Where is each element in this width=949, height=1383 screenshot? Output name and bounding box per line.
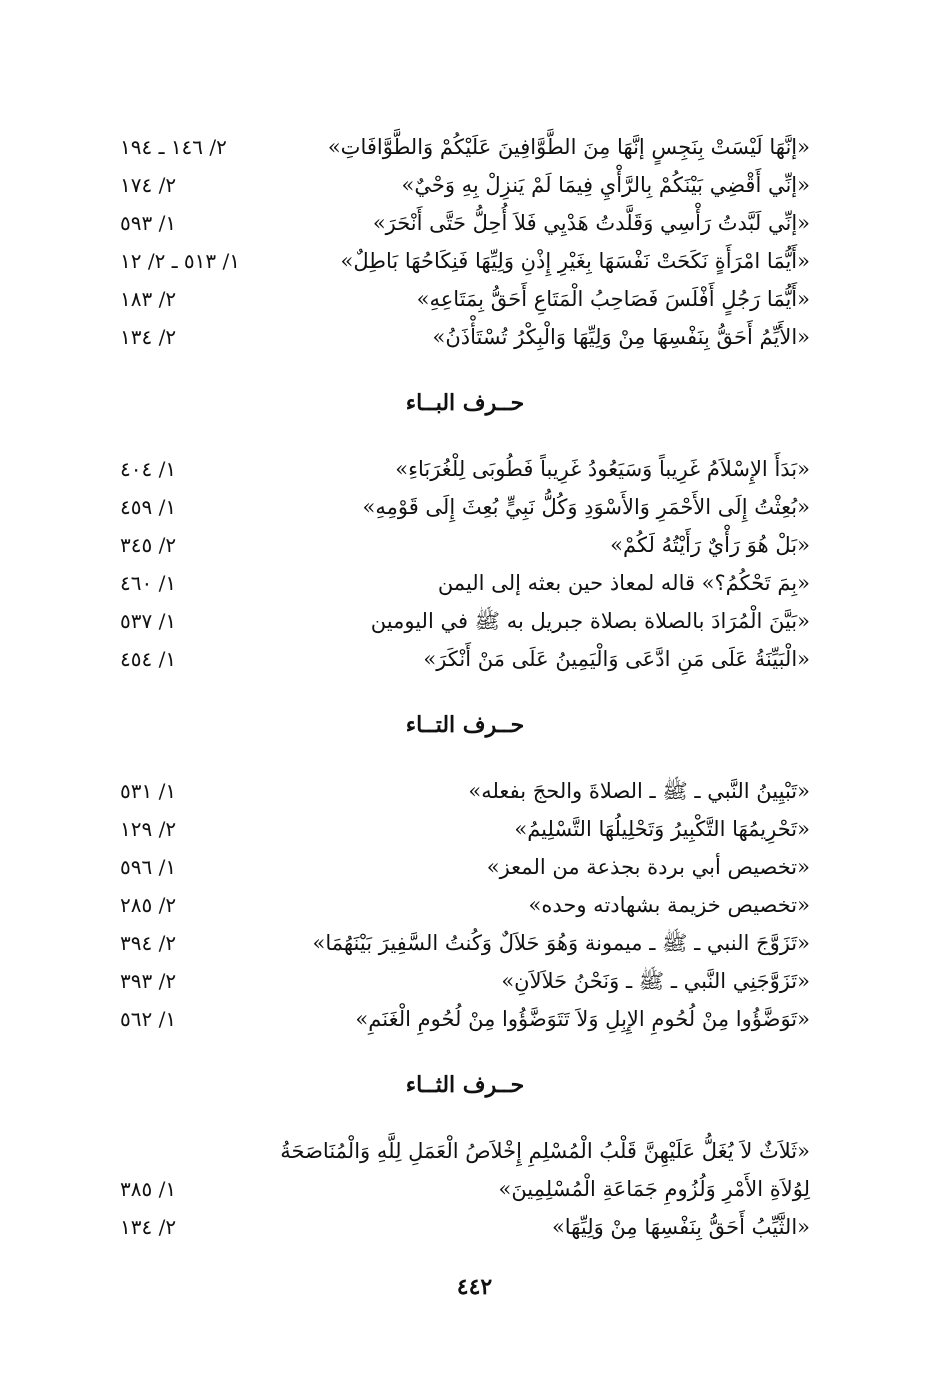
entry-reference: ١/ ٤٦٠ <box>120 571 177 595</box>
entry-text: «بِمَ تَحْكُمُ؟» قاله لمعاذ حين بعثه إلى اليمن <box>437 571 810 595</box>
section-heading: حــرف التــاء <box>405 712 525 738</box>
entry-reference: ١/ ٤٥٩ <box>120 495 177 519</box>
entry-text: «تخصيص خزيمة بشهادته وحده» <box>528 893 810 917</box>
entry-reference: ٢/ ١٣٤ <box>120 1215 177 1239</box>
entry-text: «بَلْ هُوَ رَأْيٌ رَأَيْتُهُ لَكُمْ» <box>610 533 810 557</box>
index-entry <box>120 924 810 962</box>
entry-reference: ١/ ٥٣٧ <box>120 609 177 633</box>
index-entry <box>120 1132 810 1208</box>
index-entry <box>120 318 810 356</box>
section-heading: حــرف الثــاء <box>405 1072 525 1098</box>
entry-text: «أَيُّمَا امْرَأَةٍ نَكَحَتْ نَفْسَهَا بِغَيْرِ إِذْنِ وَلِيِّهَا فَنِكَاحُهَا بَاطِلٌ» <box>340 249 810 273</box>
index-entry <box>120 886 810 924</box>
index-entry <box>120 1000 810 1038</box>
entry-reference: ١/ ٣٨٥ <box>120 1177 177 1201</box>
page-number: ٤٤٢ <box>456 1274 493 1300</box>
entry-reference: ٢/ ٣٩٣ <box>120 969 177 993</box>
entry-reference: ١/ ٥٣١ <box>120 779 177 803</box>
index-entry <box>120 242 810 280</box>
section-heading: حــرف البــاء <box>405 390 525 416</box>
entry-text: «تخصيص أبي بردة بجذعة من المعز» <box>486 855 810 879</box>
entry-reference: ١/ ٥٩٣ <box>120 211 177 235</box>
index-entry <box>120 128 810 166</box>
index-entry <box>120 488 810 526</box>
entry-text: «تَحْرِيمُهَا التَّكْبِيرُ وَتَحْلِيلُهَا التَّسْلِيمُ» <box>514 817 810 841</box>
index-entry <box>120 564 810 602</box>
index-entry <box>120 640 810 678</box>
entry-reference: ٢/ ٣٩٤ <box>120 931 177 955</box>
entry-reference: ٢/ ٣٤٥ <box>120 533 177 557</box>
hadith-index-list <box>120 128 810 1246</box>
index-entry <box>120 450 810 488</box>
entry-reference: ٢/ ٢٨٥ <box>120 893 177 917</box>
entry-text: «بُعِثْتُ إِلَى الأَحْمَرِ وَالأَسْوَدِ وَكُلُّ نَبِيٍّ بُعِثَ إِلَى قَوْمِهِ» <box>362 495 810 519</box>
entry-text: «إنَّهَا لَيْسَتْ بِنَجِسٍ إنَّهَا مِنَ الطَّوَّافِينَ عَلَيْكُمْ وَالطَّوَّافَاتِ» <box>327 135 810 159</box>
index-entry <box>120 810 810 848</box>
index-entry <box>120 1208 810 1246</box>
entry-text: «الثَّيِّبُ أَحَقُّ بِنَفْسِهَا مِنْ وَلِيِّهَا» <box>551 1215 810 1239</box>
entry-text: «ثَلاَثٌ لاَ يُغَلُّ عَلَيْهِنَّ قَلْبُ الْمُسْلِمِ إِخْلاَصُ الْعَمَلِ لِلَّهِ وَالْمُنَاصَحَةُ <box>280 1139 810 1163</box>
entry-reference: ١/ ٥٩٦ <box>120 855 177 879</box>
entry-text-continued: لِوُلاَةِ الأَمْرِ وَلُزُومِ جَمَاعَةِ الْمُسْلِمِينَ» <box>498 1177 810 1201</box>
entry-reference: ٢/ ١٢٩ <box>120 817 177 841</box>
entry-text: «تَزَوَّجَ النبي ـ ﷺ ـ ميمونة وَهُوَ حَلاَلٌ وَكُنتُ السَّفِيرَ بَيْنَهُمَا» <box>312 931 810 955</box>
index-entry <box>120 526 810 564</box>
entry-reference: ١/ ٤٠٤ <box>120 457 177 481</box>
entry-text: «تَبْيِينُ النَّبي ـ ﷺ ـ الصلاةَ والحجَ بفعله» <box>468 779 810 803</box>
entry-text: «أَيُّمَا رَجُلٍ أَفْلَسَ فَصَاحِبُ الْمَتَاعِ أَحَقُّ بِمَتَاعِهِ» <box>416 287 810 311</box>
index-entry <box>120 280 810 318</box>
entry-reference: ٢/ ١٤٦ ـ ١٩٤ <box>120 135 227 159</box>
entry-text: «إنِّي أَقْضِي بَيْنَكُمْ بِالرَّأْيِ فِيمَا لَمْ يَنزِلْ بِهِ وَحْيٌ» <box>401 173 810 197</box>
entry-text: «بَيَّنَ الْمُرَادَ بالصلاة بصلاة جبريل به ﷺ في اليومين <box>370 609 810 633</box>
index-entry <box>120 204 810 242</box>
entry-reference: ٢/ ١٣٤ <box>120 325 177 349</box>
index-entry <box>120 166 810 204</box>
index-entry <box>120 962 810 1000</box>
entry-text: «بَدَأَ الإِسْلاَمُ غَرِيباً وَسَيَعُودُ غَرِيباً فَطُوبَى لِلْغُرَبَاءِ» <box>395 457 810 481</box>
entry-text: «الْبَيِّنَةُ عَلَى مَنِ ادَّعَى وَالْيَمِينُ عَلَى مَنْ أَنْكَرَ» <box>423 647 810 671</box>
entry-reference: ١/ ٥١٣ ـ ٢/ ١٢ <box>120 249 241 273</box>
index-entry <box>120 848 810 886</box>
entry-text: «الأَيِّمُ أَحَقُّ بِنَفْسِهَا مِنْ وَلِيِّهَا وَالْبِكْرُ تُسْتَأْذَنُ» <box>432 325 810 349</box>
index-entry <box>120 602 810 640</box>
entry-reference: ٢/ ١٧٤ <box>120 173 177 197</box>
index-entry <box>120 772 810 810</box>
entry-reference: ٢/ ١٨٣ <box>120 287 177 311</box>
entry-text: «تَوَضَّؤُوا مِنْ لُحُومِ الإِبِلِ وَلاَ تَتَوَضَّؤُوا مِنْ لُحُومِ الْغَنَمِ» <box>355 1007 810 1031</box>
entry-reference: ١/ ٤٥٤ <box>120 647 177 671</box>
entry-reference: ١/ ٥٦٢ <box>120 1007 177 1031</box>
entry-text: «تَزَوَّجَنِي النَّبي ـ ﷺ ـ وَنَحْنُ حَلاَلاَنِ» <box>501 969 810 993</box>
entry-text: «إنِّي لَبَّدتُ رَأْسِي وَقَلَّدتُ هَدْيِي فَلاَ أُحِلُّ حَتَّى أَنْحَرَ» <box>372 211 810 235</box>
